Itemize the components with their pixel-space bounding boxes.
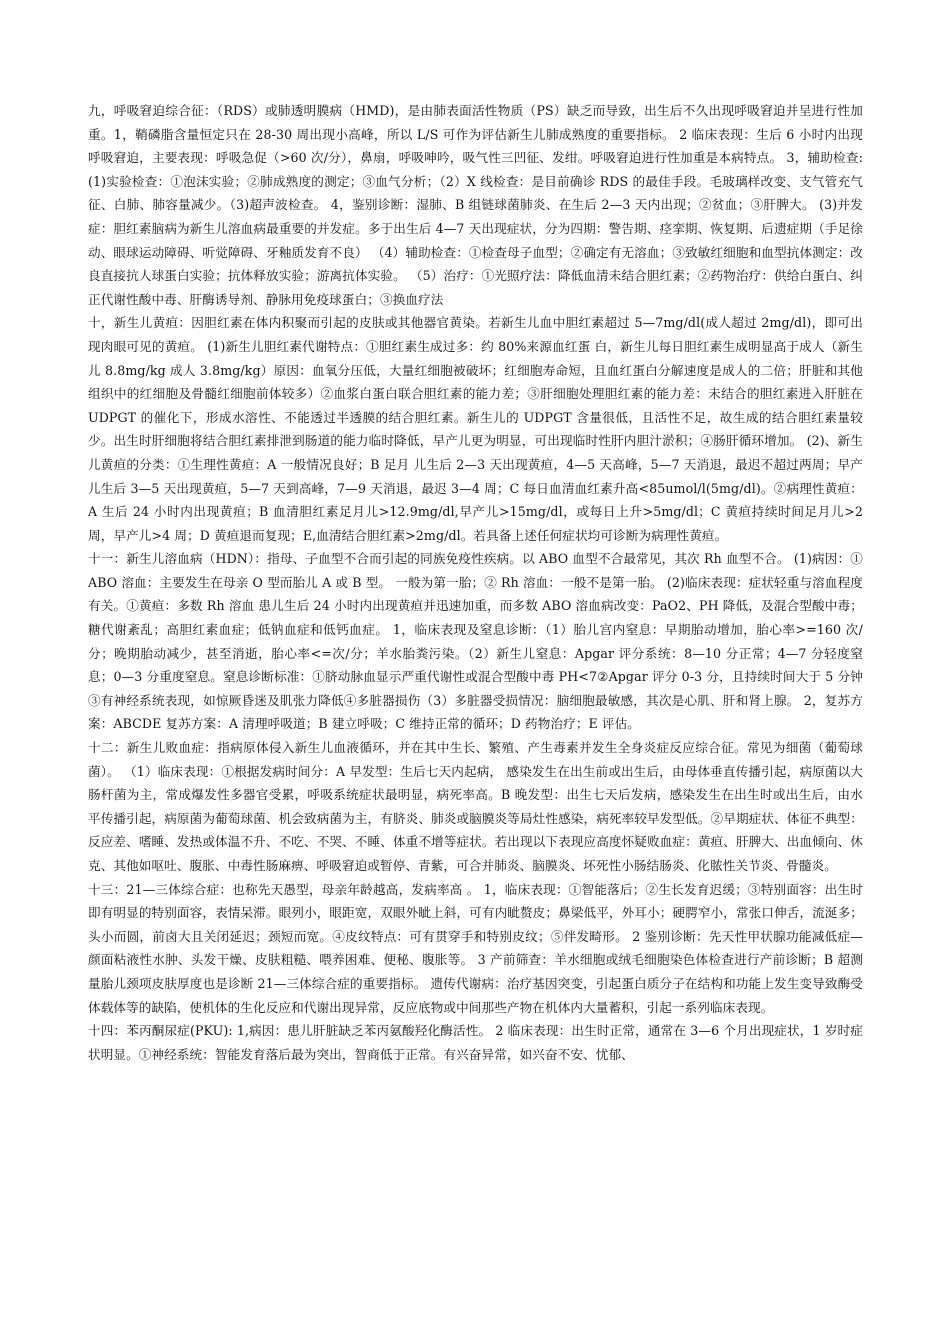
section-14-phenylketonuria: 十四：苯丙酮尿症(PKU): 1,病因：患儿肝脏缺乏苯丙氨酸羟化酶活性。 2 临床表现：出生时正常，通常在 3—6 个月出现症状，1 岁时症状明显。①神经系统：智能发育落后最为突出，智商低于正常。有兴奋异常，如兴奋不安、忧郁、	[88, 1023, 863, 1062]
section-13-trisomy-21: 十三：21—三体综合症：也称先天愚型，母亲年龄越高，发病率高 。 1，临床表现：①智能落后；②生长发育迟缓；③特别面容：出生时即有明显的特别面容，表情呆滞。眼列小，眼距宽，双眼外眦上斜，可有内眦赘皮；鼻梁低平，外耳小；硬腭窄小，常张口伸舌，流涎多；头小而圆，前卤大且关闭延迟；颈短而宽。④皮纹特点：可有贯穿手和特别皮纹；⑤伴发畸形。 2 鉴别诊断：先天性甲状腺功能减低症—颜面粘液性水肿、头发干燥、皮肤粗糙、喂养困难、便秘、腹胀等。 3 产前筛查：羊水细胞或绒毛细胞染色体检查进行产前诊断；B 超测量胎儿颈项皮肤厚度也是诊断 21—三体综合症的重要指标。 遗传代谢病：治疗基因突变，引起蛋白质分子在结构和功能上发生变导致酶受体载体等的缺陷，使机体的生化反应和代谢出现异常，反应底物或中间那些产物在机体内大量蓄积，引起一系列临床表现。	[88, 881, 863, 1015]
section-10-neonatal-jaundice: 十，新生儿黄疸：因胆红素在体内积聚而引起的皮肤或其他器官黄染。若新生儿血中胆红素超过 5—7mg/dl(成人超过 2mg/dl)，即可出现肉眼可见的黄疸。 (1)新生儿胆红素代谢特点：①胆红素生成过多：约 80%来源血红蛋 白，新生儿每日胆红素生成明显高于成人（新生儿 8.8mg/kg 成人 3.8mg/kg）原因：血氧分压低，大量红细胞被破坏；红细胞寿命短，且血红蛋白分解速度是成人的二倍；肝脏和其他组织中的红细胞及骨髓红细胞前体较多）②血浆白蛋白联合胆红素的能力差；③肝细胞处理胆红素的能力差：未结合的胆红素进入肝脏在 UDPGT 的催化下，形成水溶性、不能透过半透膜的结合胆红素。新生儿的 UDPGT 含量很低，且活性不足，故生成的结合胆红素量较少。出生时肝细胞将结合胆红素排泄到肠道的能力临时降低，早产儿更为明显，可出现临时性肝内胆汁淤积；④肠肝循环增加。 (2)、新生儿黄疸的分类：①生理性黄疸：A 一般情况良好；B 足月 儿生后 2—3 天出现黄疸，4—5 天高峰，5—7 天消退，最迟不超过两周；早产儿生后 3—5 天出现黄疸，5—7 天到高峰，7—9 天消退，最迟 3—4 周；C 每日血清血红素升高<85umol/l(5mg/dl)。②病理性黄疸：A 生后 24 小时内出现黄疸；B 血清胆红素足月儿>12.9mg/dl,早产儿>15mg/dl，或每日上升>5mg/dl；C 黄疸持续时间足月儿>2 周，早产儿>4 周；D 黄疸退而复现；E,血清结合胆红素>2mg/dl。若具备上述任何症状均可诊断为病理性黄疸。	[88, 315, 863, 543]
section-9-respiratory-distress: 九，呼吸窘迫综合征：（RDS）或肺透明膜病（HMD)，是由肺表面活性物质（PS）缺乏而导致，出生后不久出现呼吸窘迫并呈进行性加重。1，鞘磷脂含量恒定只在 28-30 周出现小高峰，所以 L/S 可作为评估新生儿肺成熟度的重要指标。 2 临床表现：生后 6 小时内出现呼吸窘迫，主要表现：呼吸急促（>60 次/分），鼻扇，呼吸呻吟，吸气性三凹征、发绀。呼吸窘迫进行性加重是本病特点。 3，辅助检查:(1)实验检查：①泡沫实验；②肺成熟度的测定；③血气分析；（2）X 线检查：是目前确诊 RDS 的最佳手段。毛玻璃样改变、支气管充气征、白肺、肺容量减少。（3)超声波检查。 4，鉴别诊断：湿肺、B 组链球菌肺炎、在生后 2—3 天内出现；②贫血；③肝脾大。 (3)并发症：胆红素脑病为新生儿溶血病最重要的并发症。多于出生后 4—7 天出现症状，分为四期：警告期、痉挛期、恢复期、后遗症期（手足徐动、眼球运动障碍、听觉障碍、牙釉质发育不良） （4）辅助检查：①检查母子血型；②确定有无溶血；③致敏红细胞和血型抗体测定：改良直接抗人球蛋白实验；抗体释放实验；游离抗体实验。 （5）治疗：①光照疗法：降低血清未结合胆红素；②药物治疗：供给白蛋白、纠正代谢性酸中毒、肝酶诱导剂、静脉用免疫球蛋白；③换血疗法	[88, 103, 863, 307]
section-12-neonatal-sepsis: 十二：新生儿败血症：指病原体侵入新生儿血液循环，并在其中生长、繁殖、产生毒素并发生全身炎症反应综合征。常见为细菌（葡萄球菌）。 （1）临床表现：①根据发病时间分：A 早发型：生后七天内起病， 感染发生在出生前或出生后，由母体垂直传播引起，病原菌以大肠杆菌为主，常成爆发性多器官受累，呼吸系统症状最明显，病死率高。B 晚发型：出生七天后发病，感染发生在出生时或出生后，由水平传播引起，病原菌为葡萄球菌、机会致病菌为主，有脐炎、肺炎或脑膜炎等局灶性感染，病死率较早发型低。②早期症状、体征不典型：反应差、嗜睡、发热或体温不升、不吃、不哭、不睡、体重不增等症状。若出现以下表现应高度怀疑败血症：黄疸、肝脾大、出血倾向、休克、其他如呕吐、腹胀、中毒性肠麻痹、呼吸窘迫或暂停、青紫，可合并肺炎、脑膜炎、坏死性小肠结肠炎、化脓性关节炎、骨髓炎。	[88, 740, 863, 873]
document-page	[88, 99, 863, 1066]
section-11-hemolytic-disease: 十一：新生儿溶血病（HDN）：指母、子血型不合而引起的同族免疫性疾病。以 ABO 血型不合最常见，其次 Rh 血型不合。 (1)病因：① ABO 溶血：主要发生在母亲 O 型而胎儿 A 或 B 型。 一般为第一胎；② Rh 溶血：一般不是第一胎。 (2)临床表现：症状轻重与溶血程度有关。①黄疸：多数 Rh 溶血 患儿生后 24 小时内出现黄疸并迅速加重，而多数 ABO 溶血病改变：PaO2、PH 降低，及混合型酸中毒；糖代谢紊乱；高胆红素血症；低钠血症和低钙血症。 1，临床表现及窒息诊断：（1）胎儿宫内窒息：早期胎动增加，胎心率>=160 次/分；晚期胎动减少，甚至消逝，胎心率<=次/分；羊水胎粪污染。（2）新生儿窒息：Apgar 评分系统：8—10 分正常；4—7 分轻度窒息；0—3 分重度窒息。窒息诊断标准：①脐动脉血显示严重代谢性或混合型酸中毒 PH<7②Apgar 评分 0-3 分，且持续时间大于 5 分钟③有神经系统表现，如惊厥昏迷及肌张力降低④多脏器损伤（3）多脏器受损情况：脑细胞最敏感，其次是心肌、肝和肾上腺。 2，复苏方案：ABCDE 复苏方案：A 清理呼吸道；B 建立呼吸；C 维持正常的循环；D 药物治疗；E 评估。	[88, 551, 863, 732]
